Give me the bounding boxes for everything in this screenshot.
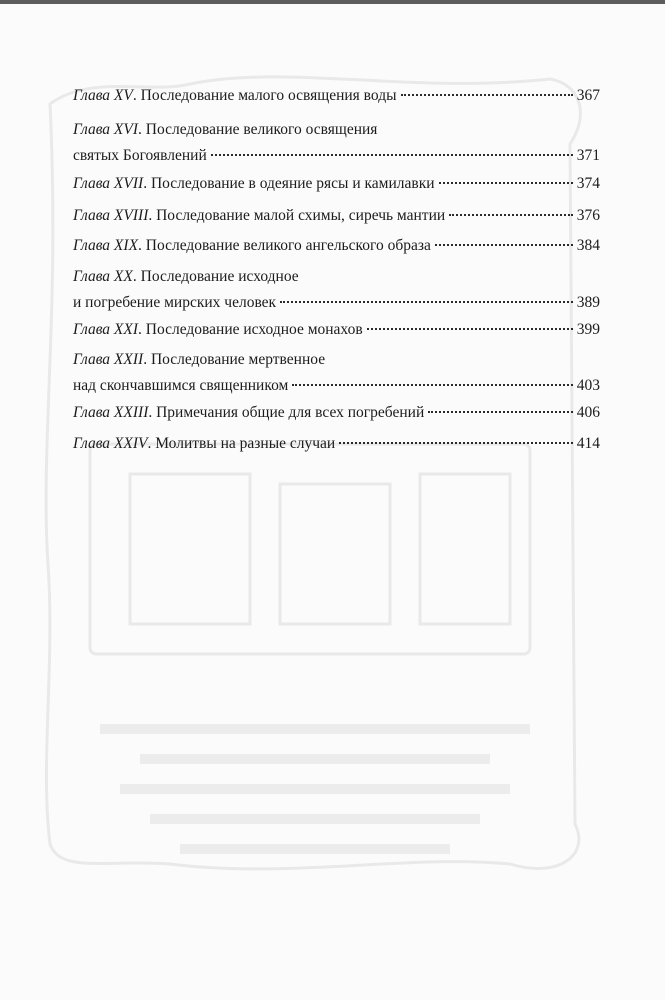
chapter-title: Последование великого ангельского образа	[145, 237, 431, 254]
toc-line	[73, 143, 600, 169]
toc-entry	[73, 117, 600, 169]
page-number: 389	[576, 294, 600, 311]
page-number: 399	[576, 321, 600, 338]
chapter-title: Последование великого освящения	[145, 121, 378, 138]
toc-line: Глава XXII . Последование мертвенное	[73, 347, 600, 373]
toc-line: Глава XVII . Последование в одеяние рясы и камилавки 374	[73, 171, 600, 197]
toc-line: Глава XVI . Последование великого освящения	[73, 117, 600, 143]
dot-leader	[292, 380, 572, 386]
toc-entry	[73, 317, 600, 343]
chapter-title-continuation: над скончавшимся священником	[73, 377, 289, 394]
chapter-title: Молитвы на разные случаи	[155, 435, 336, 452]
toc-line: Глава XXIV . Молитвы на разные случаи 414	[73, 431, 600, 457]
toc-entry	[73, 347, 600, 399]
chapter-title: Примечания общие для всех погребений	[156, 404, 425, 421]
toc-entry	[73, 233, 600, 259]
page-number: 403	[576, 377, 600, 394]
chapter-number: Глава XXII	[73, 351, 144, 368]
chapter-number: Глава XXI	[73, 321, 139, 338]
chapter-title: Последование исходное монахов	[145, 321, 363, 338]
chapter-number: Глава XV	[73, 87, 133, 104]
toc-line: Глава XIX . Последование великого ангельского образа 384	[73, 233, 600, 259]
toc-entry	[73, 171, 600, 197]
toc-line: Глава XV . Последование малого освящения воды 367	[73, 83, 600, 109]
chapter-title-continuation: святых Богоявлений	[73, 147, 207, 164]
page-number: 406	[576, 404, 600, 421]
book-page	[0, 4, 665, 1000]
chapter-number: Глава XIX	[73, 237, 139, 254]
chapter-number: Глава XVII	[73, 175, 144, 192]
chapter-number: Глава XX	[73, 268, 133, 285]
page-number: 384	[576, 237, 600, 254]
page-number: 371	[576, 147, 600, 164]
dot-leader	[367, 324, 573, 330]
toc-line: Глава XXIII . Примечания общие для всех погребений 406	[73, 400, 600, 426]
toc-line	[73, 373, 600, 399]
chapter-number: Глава XVI	[73, 121, 139, 138]
toc-entry	[73, 431, 600, 457]
dot-leader	[211, 150, 573, 156]
chapter-number: Глава XVIII	[73, 207, 149, 224]
dot-leader	[401, 90, 573, 96]
page-number: 374	[576, 175, 600, 192]
chapter-title: Последование малого освящения воды	[140, 87, 397, 104]
toc-entry	[73, 83, 600, 109]
chapter-number: Глава XXIII	[73, 404, 149, 421]
toc-line: Глава XXI . Последование исходное монахов 399	[73, 317, 600, 343]
toc-entry	[73, 203, 600, 229]
toc-line: Глава XVIII . Последование малой схимы, сиречь мантии 376	[73, 203, 600, 229]
chapter-title: Последование исходное	[140, 268, 299, 285]
chapter-number: Глава XXIV	[73, 435, 148, 452]
toc-entry	[73, 264, 600, 316]
dot-leader	[428, 407, 573, 413]
dot-leader	[280, 297, 573, 303]
toc-line: Глава XX . Последование исходное	[73, 264, 600, 290]
dot-leader	[435, 240, 573, 246]
page-number: 376	[576, 207, 600, 224]
chapter-title: Последование в одеяние рясы и камилавки	[150, 175, 435, 192]
dot-leader	[449, 210, 573, 216]
page-number: 414	[576, 435, 600, 452]
toc-entry	[73, 400, 600, 426]
chapter-title-continuation: и погребение мирских человек	[73, 294, 277, 311]
toc-line	[73, 290, 600, 316]
page-number: 367	[576, 87, 600, 104]
chapter-title: Последование малой схимы, сиречь мантии	[156, 207, 446, 224]
dot-leader	[439, 178, 573, 184]
dot-leader	[339, 438, 573, 444]
chapter-title: Последование мертвенное	[150, 351, 326, 368]
